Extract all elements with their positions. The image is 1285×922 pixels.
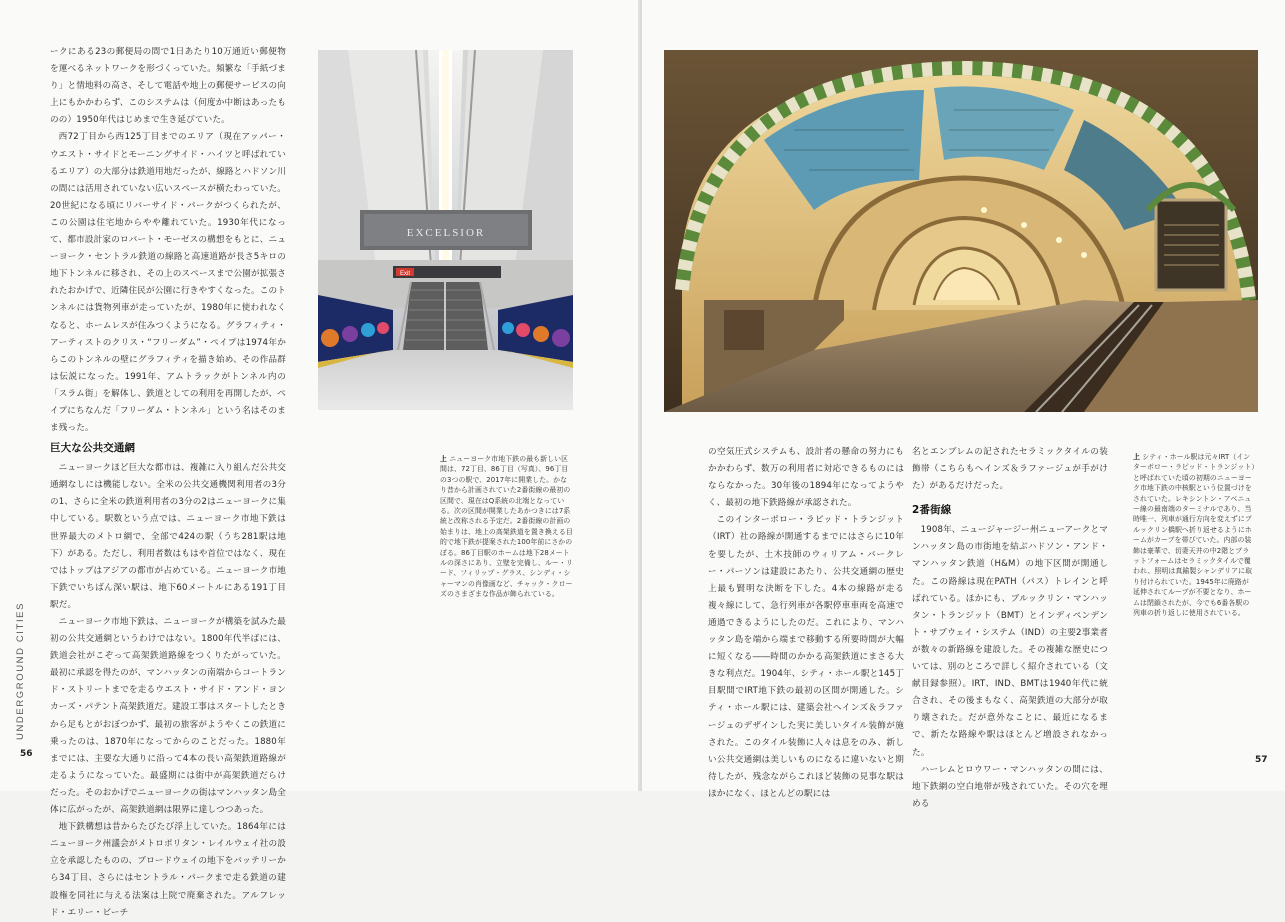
spine-label: UNDERGROUND CITIES — [15, 601, 26, 740]
station-illustration — [318, 50, 573, 410]
section-heading-second-ave: 2番街線 — [912, 504, 952, 517]
caption-text: ニューヨーク市地下鉄の最も新しい区間は、72丁目、86丁目（写真）、96丁目の3つの駅で、2017年に開業した。かなり昔から計画されていた2番街線の最初の区間で、現在はQ系統の北端となっている。次の区間が開業したあかつきには7系統と改称される予定だ。2番街線の計画の始まりは、地上の高架鉄道を置き換える目的で地下鉄が提案された100年前にさかのぼる。86丁目駅のホームは地下28メートルの深さにあり、立壁を完備し、ルー・リード、フィリップ・グラス、シンディ・シャーマンの肖像画など、チャック・クローズのさまざまな作品が飾られている。 — [440, 455, 573, 599]
station-name-sign: EXCELSIOR — [406, 227, 486, 239]
right-text-column-1 — [708, 444, 904, 803]
photo-86th-street-station — [318, 50, 573, 410]
right-paragraph-1: の空気圧式システムも、設計者の懸命の努力にもかかわらず、数万の利用者に対応できるものにはならなかった。30年後の1894年になってようやく、最初の地下鉄路線が承認された。 — [708, 447, 904, 509]
page-number-right: 57 — [1255, 755, 1268, 765]
left-page — [0, 0, 640, 918]
left-paragraph-4: ニューヨーク市地下鉄は、ニューヨークが構築を試みた最初の公共交通網というわけではない。1800年代半ばには、鉄道会社がこぞって高架鉄道路線をつくりたがっていた。最初に承認を得たのが、マンハッタンの南端からコートランド・ストリートまでを走るウエスト・サイド・アンド・ヨンカーズ・パテント高架鉄道だ。建設工事はスタートしたときから足もとがおぼつかず、最初の旅客がようやくこの鉄道に乗ったのは、1870年になってからのことだった。1880年までには、主要な大通りに沿って4本の長い高架鉄道路線が走るようになっていた。最盛期には街中が高架鉄道だらけだった。そのおかげでニューヨークの街はマンハッタン島全体に広がったが、高架鉄道網は限界に達しつつあった。 — [50, 617, 286, 816]
right-photo-caption — [1133, 452, 1255, 619]
left-photo-caption — [440, 454, 574, 600]
right-paragraph-2: このインターボロー・ラピッド・トランジット（IRT）社の路線が開通するまでにはさらに10年を要したが、土木技師のウィリアム・バークレー・パーソンは建設にあたり、公共交通網の歴史上最も賢明な決断を下した。4本の線路が走る複々線にして、急行列車が各駅停車車両を高速で通過できるようにしたのだ。これにより、マンハッタン島を端から端まで移動する所要時間が大幅に短くなる――時間のかかる高架鉄道にまさる大きな利点だ。1904年、シティ・ホール駅と145丁目駅間でIRT地下鉄の最初の区間が開通した。シティ・ホール駅には、建築会社ヘインズ＆ラファージュのデザインした実に美しいタイル装飾が施された。このタイル装飾に人々は息をのみ、新しい公共交通網は美しいものになるに違いないと期待したが、残念ながらこれほど装飾の見事な駅はほかになく、ほとんどの駅には — [708, 515, 904, 799]
exit-sign: Exit — [399, 271, 411, 277]
right-paragraph-5: ハーレムとロウワー・マンハッタンの間には、地下鉄網の空白地帯が残されていた。その穴を埋める — [912, 764, 1108, 809]
right-page — [642, 0, 1285, 809]
page-number-left: 56 — [20, 749, 33, 759]
section-heading-transit: 巨大な公共交通網 — [50, 442, 136, 455]
right-text-column-2 — [912, 444, 1108, 813]
right-paragraph-4: 1908年、ニュージャージー州ニューアークとマンハッタン島の市街地を結ぶハドソン・アンド・マンハッタン鉄道（H&M）の地下区間が開通した。この路線は現在PATH（パス）トレインと呼ばれている。ほかにも、ブルックリン・マンハッタン・トランジット（BMT）とインディペンデント・サブウェイ・システム（IND）の主要2事業者が数々の新路線を建設した。その複雑な歴史については、別のところで詳しく紹介されている（文献目録参照）。IRT、IND、BMTは1940年代に統合され、その後まもなく、高架鉄道の大部分が取り壊された。だが意外なことに、最近になるまで、新たな路線や駅はほとんど増設されなかった。 — [912, 525, 1108, 758]
right-paragraph-3: 名とエンブレムの記されたセラミックタイルの装飾帯（こちらもヘインズ＆ラファージュが手がけた）があるだけだった。 — [912, 447, 1108, 492]
left-paragraph-1: ークにある23の郵便局の間で1日あたり10万通近い郵便物を運べるネットワークを形づくっていた。頻繁な「手紙づまり」と情地料の高さ、そして電話や地上の郵便サービスの向上にもかかわらず、このシステムは（何度か中断はあったものの）1950年代はじめまで生き延びていた。 — [50, 47, 286, 126]
left-paragraph-3: ニューヨークほど巨大な都市は、複雑に入り組んだ公共交通網なしには機能しない。全米の公共交通機関利用者の3分の1、さらに全米の鉄道利用者の3分の2はニューヨークに集中している。駅数という点では、ニューヨーク市地下鉄は世界最大のメトロ網で、全部で424の駅（うち281駅は地下）がある。ただし、利用者数はもはや首位ではなく、現在ではトップはアジアの都市が占めている。ニューヨーク市地下鉄でいちばん深い駅は、地下60メートルにある191丁目駅だ。 — [50, 463, 286, 610]
caption-text: シティ・ホール駅は元々IRT（インターボロー・ラピッド・トランジット）と呼ばれていた頃の初期のニューヨーク市地下鉄の中核駅という位置づけをされていた。レキシントン・アベニュー線の最南端のターミナルであり、当時唯一、列車が通行方向を変えずにブルックリン橋駅へ折り返せるようにホームがカーブを帯びていた。内部の装飾は豪華で、切妻天井の中2階とプラットフォームはセラミックタイルで覆われ、照明は真鍮製シャンデリアに取り付けられていた。1945年に廃路が延伸されてループが不要となり、ホームは閉鎖されたが、今でも6番各駅の列車の折り返しに使用されている。 — [1133, 453, 1255, 618]
caption-marker: 上 — [1133, 453, 1140, 461]
left-paragraph-2: 西72丁目から西125丁目までのエリア（現在アッパー・ウエスト・サイドとモーニングサイド・ハイツと呼ばれているエリア）の大部分は鉄道用地だったが、線路とハドソン川の間には活用されていない広いスペースが横たわっていた。20世紀になる頃にリバーサイド・パークがつくられたが、この公園は住宅地からやや離れていた。1930年代になって、都市設計家のロバート・モーゼスの構想をもとに、ニューヨーク・セントラル鉄道の線路と高速道路が長さ5キロの地下トンネルに移され、その上のスペースまで公園が拡張されたおかげで、近隣住民が公園に行きやすくなった。このトンネルには貨物列車が走っていたが、1980年に使われなくなると、ホームレスが住みつくようになる。グラフィティ・アーティストのクリス・“フリーダム”・ペイプは1974年からこのトンネルの壁にグラフィティを描き始め、その作品群は伝説になった。1991年、アムトラックがトンネル内の「スラム街」を解体し、鉄道としての利用を再開したが、ペイプにちなんだ「フリーダム・トンネル」という名はそのまま残った。 — [50, 132, 286, 434]
left-paragraph-5: 地下鉄構想は昔からたびたび浮上していた。1864年にはニューヨーク州議会がメトロポリタン・レイルウェイ社の設立を承認したものの、ブロードウェイの地下をバッテリーから34丁目、さらにはセントラル・パークまで走る鉄道の建設権を同社に与える法案は上院で廃棄された。アルフレッド・エリー・ビーチ — [50, 822, 286, 918]
vaulted-station-illustration — [664, 50, 1258, 412]
photo-city-hall-station — [664, 50, 1258, 412]
left-text-column — [50, 44, 286, 922]
caption-marker: 上 — [440, 455, 447, 463]
